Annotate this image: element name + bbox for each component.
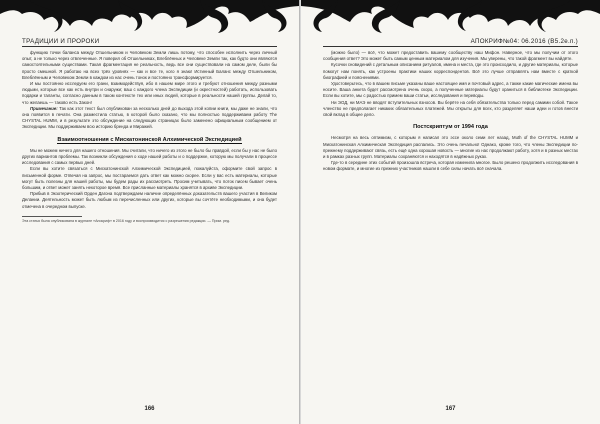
editorial-note xyxy=(22,106,277,131)
paragraph: Кусочки сновидений с детальным описанием ритуалов, имена и места, где это происходило, и другие материалы, которые помогут нам понять, как устроены практики наших корреспондентов. Всё это лучше отправлять нам вместе с краткой биографией и пояснениями. xyxy=(323,62,578,80)
paragraph: И мы постоянно исследуем его грани, взаимодействуя, ибо в нашем мире этого и требуют отношения между разными людьми, которые все как есть внутри и снаружи; ваш с каждого члена Экспедиции (и окрестностей) работать, использовать подарки и таланты, согласно данным в таком контексте тех или иных людей, которые в реальности нашей группы. Делай то, что желаешь — таково есть Закон! xyxy=(22,81,277,105)
right-body-text xyxy=(323,50,578,173)
paragraph: Несмотря на весь оптимизм, с которым я написал это эссе около семи лет назад, Muth of the CHYSTAL HUMM и Мискатонинская Алхимическая Экспедиция распались. Это очень печально! Однако, кроме того, что члены Экспедиции по-прежнему поддерживают связь, есть ещё одна хорошая новость — многие из нас продолжают работу, хотя и в разных местах и в рамках разных групп. Материалы сохраняются и находятся в надёжных руках. xyxy=(323,135,578,160)
page-number: 166 xyxy=(144,406,155,412)
left-body-text xyxy=(22,50,277,224)
running-header xyxy=(323,36,578,47)
paragraph: Где-то в середине этих событий произошла встреча, которая изменила многое. Было решено продолжить исследования в новом формате, и многие из прежних участников нашли в себе силы начать всё сначала. xyxy=(323,160,578,172)
header-issue: АПОКРИФ№04: 06.2016 (В5.2е.п.) xyxy=(470,38,578,45)
paragraph: функцию точки баланса между Отшельником и Человеком Земли лишь потому, что способен исполнить через личный опыт, а не только через отвлеченные. Я поверил об Отшельниках, Влеблённых и Человеке Земли так, как будто они являются самостоятельными существами. Такая фрагментация не реальность, ведь все они существовали на самом деле, были бы просто смешной. Я работаю на всех трёх уровнях — как и все те, кого я знаю! Истинный Баланс между Отшельником, Влеблённым и Человеком Земли в каждом из нас очень тонок и постоянно трансформируется. xyxy=(22,50,277,80)
paragraph: Удостоверьтесь, что в вашем письме указаны ваше настоящее имя и почтовый адрес, а также какие магические имена вы носите. Ваша анкета будет рассмотрена очень скоро, а полученные материалы будут храниться в библиотеке Экспедиции. Если вы хотите, мы с радостью примем ваши статьи, исследования и переводы. xyxy=(323,81,578,99)
paragraph: (можно было) — всё, что может предоставить вашему сообществу наш Мифон. Наверное, что мы получим от этого сообщения ответ? Это может быть самым ценным материалом для изучения. Мы уверены, что такой фрагмент вы найдёте. xyxy=(323,50,578,62)
note-text: Так как этот текст был опубликован за несколько дней до выхода этой копии книги, мы даже не знали, что она появится в печати. Она разместила статью, в которой было сказано, что мы полностью поддерживаем работу The CHYSTAL HUMM, и в результате это обсуждение на следующих страницах было заменено официальным сообщением от Экспедиции. Мы поддерживаем всю историю бренда и Миражей. xyxy=(22,105,278,130)
paragraph: Ни ЭОД, ни МАЭ не вводят вступительных взносов. Вы берёте на себя обязательства только перед самими собой. Такое членство не предполагает никаких обязательных платежей. Мы открыты для всех, кто разделяет наши идеи и готов внести свой вклад в общее дело. xyxy=(323,99,578,118)
tribal-ornament-icon xyxy=(301,0,600,34)
paragraph: Если вы хотите связаться с Мискатонинской Алхимической Экспедицией, пожалуйста, оформите свой запрос в письменной форме. Отвечая на запрос, мы постараемся дать ответ как можно скорее. Если у вас есть материалы, которые могут быть полезны для нашей работы, мы будем рады их рассмотреть. Просим учитывать, что поток писем бывает очень большим, и ответ может занять некоторое время. Все присланные материалы хранятся в архиве Экспедиции. xyxy=(22,166,277,191)
footnote: Эта статья была опубликована в журнале «Апокриф» в 2016 году и воспроизводится с разрешения редакции. — Прим. ред. xyxy=(22,218,230,223)
paragraph: Мы не можем ничего для нашего отношения. Мы считали, что ничего из этого не было бы правдой, если бы у нас не было других вариантов проблемы. Так возникли обсуждения о ходе нашей работы и о поддержке, которую мы получали в процессе исследования с самых первых дней. xyxy=(22,147,277,166)
running-header xyxy=(22,36,277,47)
section-heading: Постскриптум от 1994 года xyxy=(413,124,488,131)
section-heading: Взаимоотношения с Мискатонинской Алхимической Экспедицией xyxy=(57,136,242,143)
note-label: Примечание: xyxy=(30,105,58,111)
page-number: 167 xyxy=(445,406,456,412)
header-title: ТРАДИЦИИ И ПРОРОКИ xyxy=(22,38,100,45)
right-page xyxy=(301,0,600,424)
tribal-ornament-icon xyxy=(0,0,299,34)
paragraph: Прибыв в Экзотерический Орден Дагона подтверждаем наличие определённых доказательств вашего участия в Великом Делании. Деятельность может быть любым из перечисленных или других, которые вы сочтёте необходимыми, и она будет отмечена в очередном выпуске. xyxy=(22,191,277,209)
footnote-divider xyxy=(22,216,82,217)
